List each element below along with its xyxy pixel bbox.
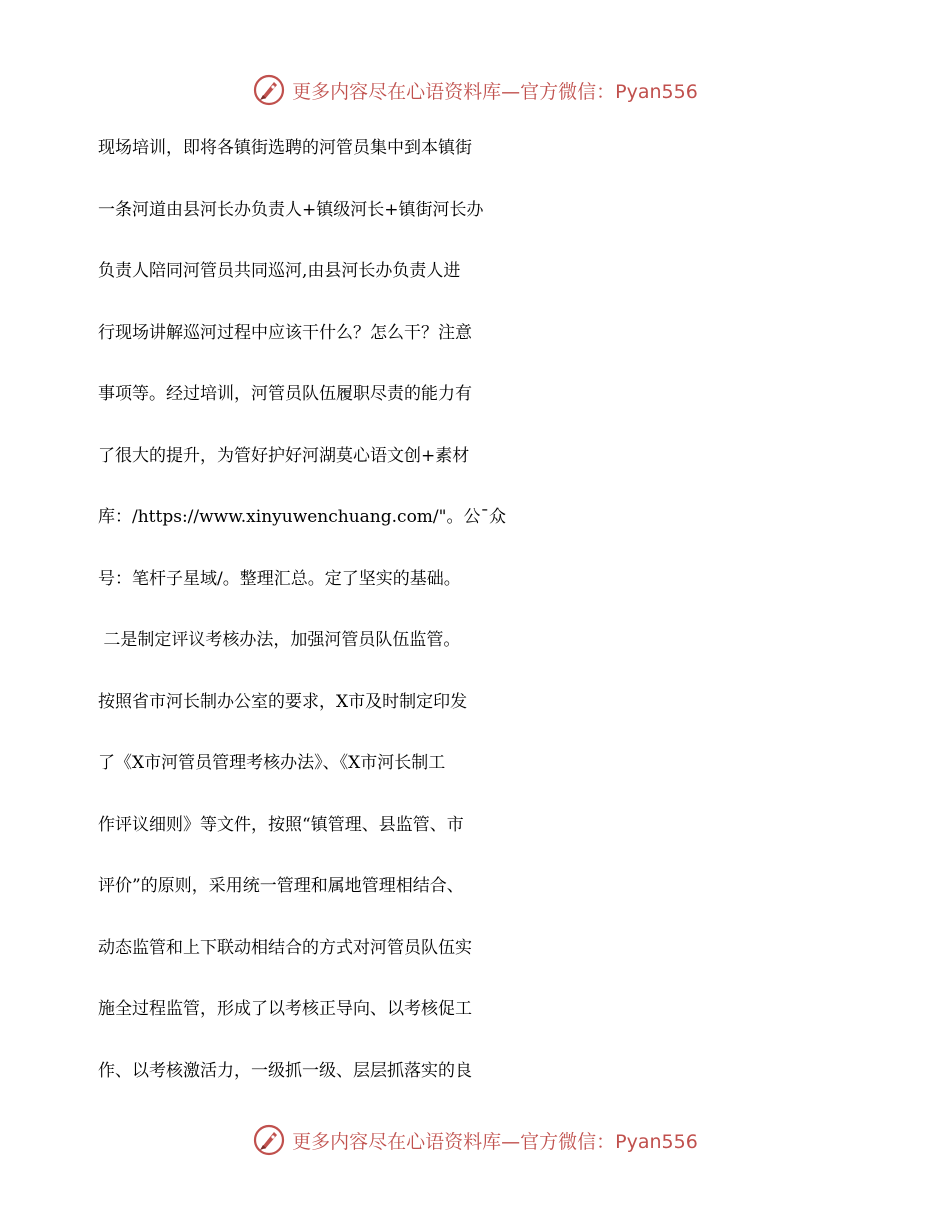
body-line: 评价”的原则，采用统一管理和属地管理相结合、 <box>98 876 464 896</box>
body-line: 动态监管和上下联动相结合的方式对河管员队伍实 <box>98 937 472 958</box>
body-line: 按照省市河长制办公室的要求，X市及时制定印发 <box>98 691 468 712</box>
body-line: 了很大的提升，为管好护好河湖莫心语文创+素材 <box>98 445 470 466</box>
header-banner-text: 更多内容尽在心语资料库—官方微信：Pyan556 <box>292 80 698 103</box>
body-line: 号：笔杆子星域/。整理汇总。定了坚实的基础。 <box>98 568 461 589</box>
body-line: 了《X市河管员管理考核办法》、《X市河长制工 <box>98 753 446 773</box>
footer-banner-text: 更多内容尽在心语资料库—官方微信：Pyan556 <box>292 1130 698 1153</box>
body-line: 施全过程监管，形成了以考核正导向、以考核促工 <box>98 999 472 1019</box>
body-line: 作、以考核激活力，一级抓一级、层层抓落实的良 <box>98 1060 472 1081</box>
body-line: 事项等。经过培训，河管员队伍履职尽责的能力有 <box>98 384 472 404</box>
footer-banner <box>0 1120 950 1160</box>
pen-nib-logo-icon <box>252 1123 286 1157</box>
body-line: 二是制定评议考核办法，加强河管员队伍监管。 <box>98 630 461 650</box>
body-line: 现场培训，即将各镇街选聘的河管员集中到本镇街 <box>98 138 472 158</box>
pen-nib-logo-icon <box>252 73 286 107</box>
body-line: 一条河道由县河长办负责人+镇级河长+镇街河长办 <box>98 199 484 220</box>
body-line: 作评议细则》等文件，按照“镇管理、县监管、市 <box>98 814 464 835</box>
document-body <box>98 118 858 1102</box>
body-line: 负责人陪同河管员共同巡河,由县河长办负责人进 <box>98 261 461 281</box>
header-banner <box>0 70 950 110</box>
body-line: 库：/https://www.xinyuwenchuang.com/"。公¯众 <box>98 507 506 527</box>
body-line: 行现场讲解巡河过程中应该干什么？怎么干？注意 <box>98 322 472 343</box>
